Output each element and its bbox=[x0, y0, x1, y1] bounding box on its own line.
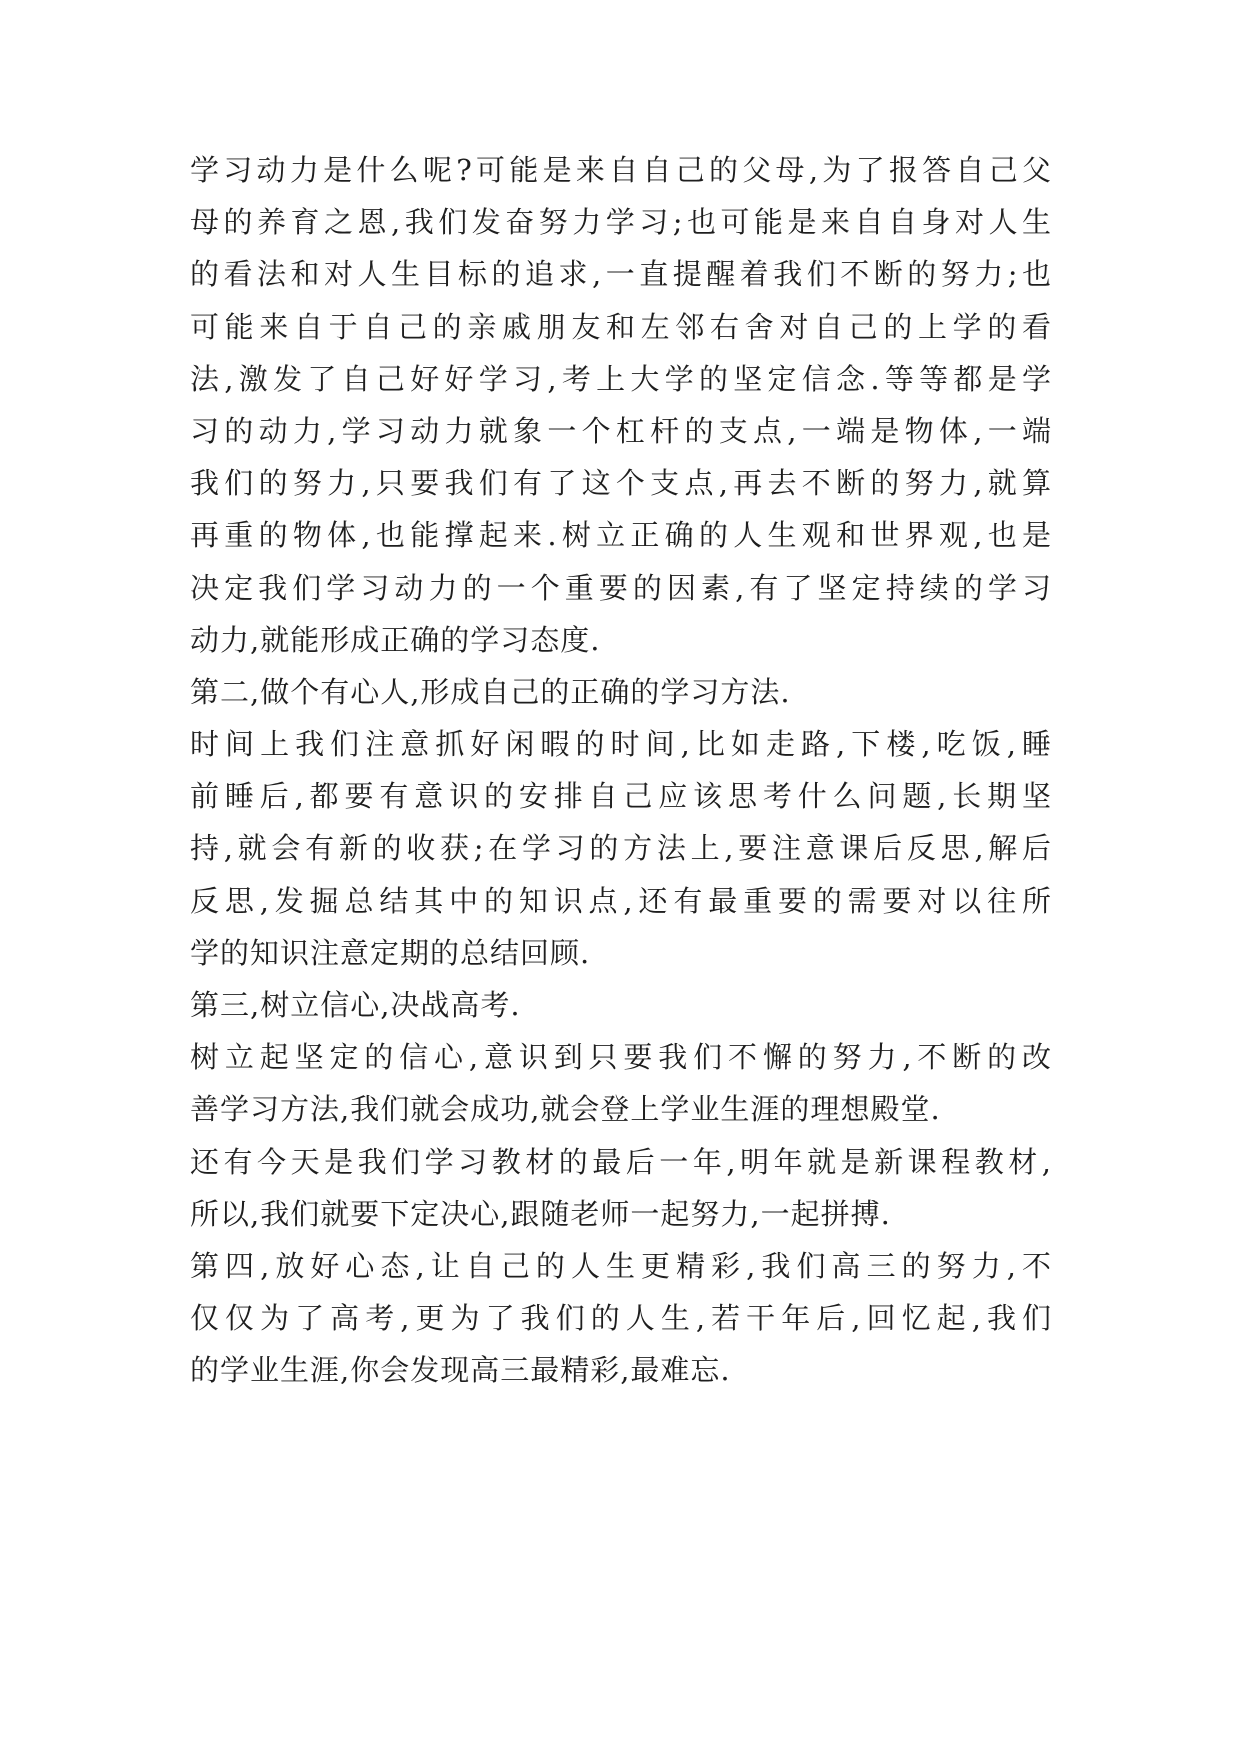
text-line: 母的养育之恩,我们发奋努力学习;也可能是来自自身对人生 bbox=[190, 205, 1052, 240]
paragraph bbox=[190, 718, 1052, 979]
text-line: 可能来自于自己的亲戚朋友和左邻右舍对自己的上学的看 bbox=[190, 309, 1052, 344]
text-line: 学习动力是什么呢?可能是来自自己的父母,为了报答自己父 bbox=[190, 153, 1052, 187]
text-line: 学的知识注意定期的总结回顾. bbox=[190, 935, 591, 970]
paragraph bbox=[190, 1136, 1052, 1240]
document-body bbox=[190, 144, 1052, 1397]
paragraph bbox=[190, 666, 1052, 718]
text-line: 再重的物体,也能撑起来.树立正确的人生观和世界观,也是 bbox=[190, 518, 1052, 553]
text-line: 反思,发掘总结其中的知识点,还有最重要的需要对以往所 bbox=[190, 883, 1052, 918]
text-line: 习的动力,学习动力就象一个杠杆的支点,一端是物体,一端 bbox=[190, 413, 1052, 448]
text-line: 仅仅为了高考,更为了我们的人生,若干年后,回忆起,我们 bbox=[190, 1301, 1052, 1336]
text-line: 善学习方法,我们就会成功,就会登上学业生涯的理想殿堂. bbox=[190, 1092, 941, 1127]
paragraph bbox=[190, 144, 1052, 666]
text-line: 我们的努力,只要我们有了这个支点,再去不断的努力,就算 bbox=[190, 466, 1052, 501]
text-line: 的学业生涯,你会发现高三最精彩,最难忘. bbox=[190, 1353, 731, 1388]
text-line: 决定我们学习动力的一个重要的因素,有了坚定持续的学习 bbox=[190, 570, 1052, 605]
text-line: 所以,我们就要下定决心,跟随老师一起努力,一起拼搏. bbox=[190, 1196, 891, 1231]
text-line: 法,激发了自己好好学习,考上大学的坚定信念.等等都是学 bbox=[190, 361, 1052, 396]
text-line: 前睡后,都要有意识的安排自己应该思考什么问题,长期坚 bbox=[190, 779, 1052, 814]
text-line: 树立起坚定的信心,意识到只要我们不懈的努力,不断的改 bbox=[190, 1040, 1052, 1075]
paragraph bbox=[190, 979, 1052, 1031]
text-line: 时间上我们注意抓好闲暇的时间,比如走路,下楼,吃饭,睡 bbox=[190, 727, 1052, 762]
text-line: 还有今天是我们学习教材的最后一年,明年就是新课程教材, bbox=[190, 1144, 1052, 1179]
section-heading-line: 第二,做个有心人,形成自己的正确的学习方法. bbox=[190, 674, 791, 709]
text-line: 第四,放好心态,让自己的人生更精彩,我们高三的努力,不 bbox=[190, 1248, 1052, 1283]
paragraph bbox=[190, 1031, 1052, 1135]
text-line: 动力,就能形成正确的学习态度. bbox=[190, 622, 601, 657]
section-heading-line: 第三,树立信心,决战高考. bbox=[190, 988, 521, 1022]
text-line: 持,就会有新的收获;在学习的方法上,要注意课后反思,解后 bbox=[190, 831, 1052, 866]
text-line: 的看法和对人生目标的追求,一直提醒着我们不断的努力;也 bbox=[190, 257, 1052, 292]
paragraph bbox=[190, 1240, 1052, 1397]
